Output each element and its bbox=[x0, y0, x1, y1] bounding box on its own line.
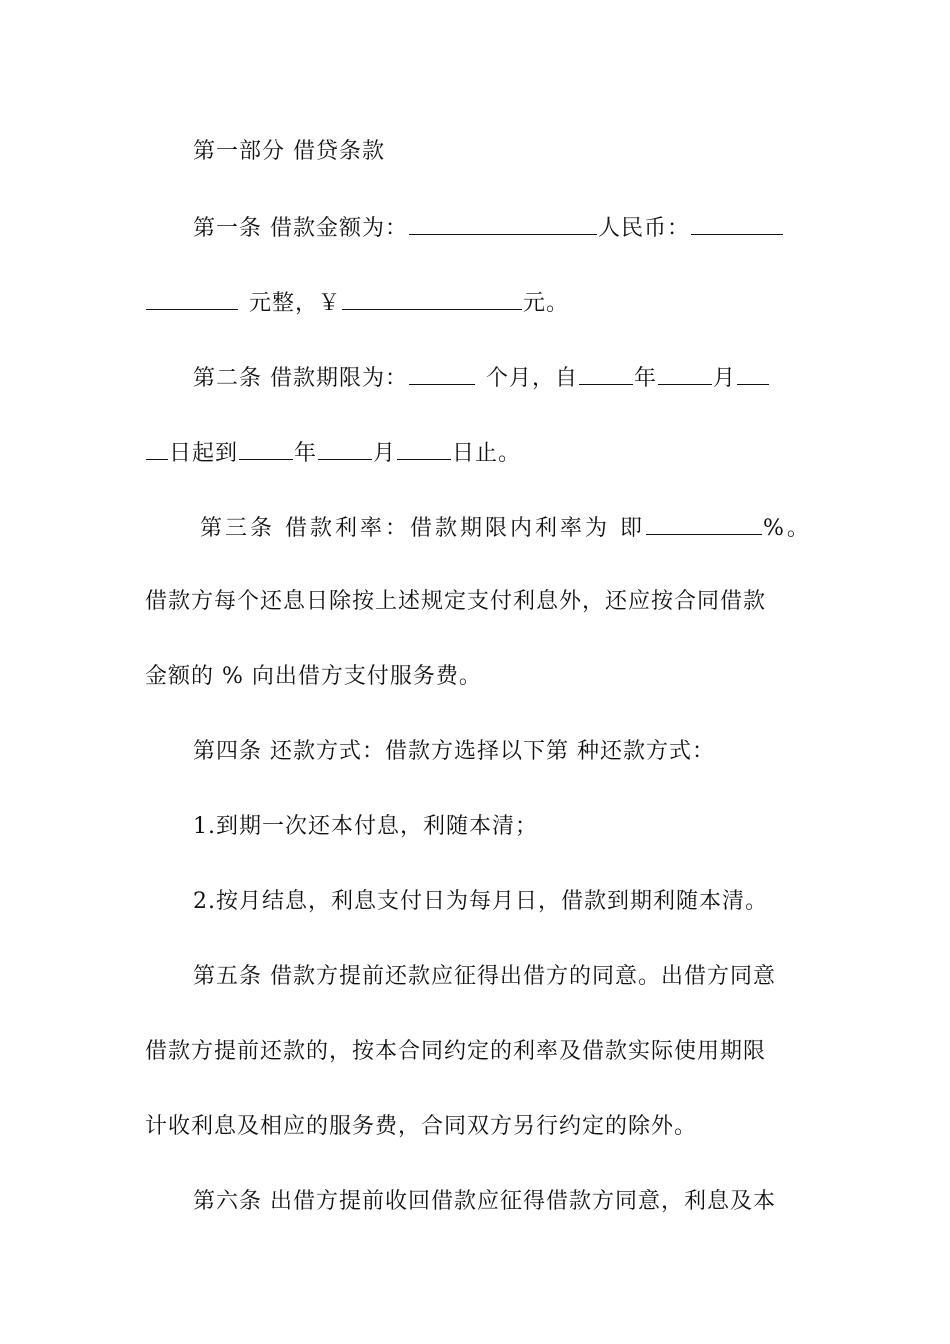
yuan-end-label: 元。 bbox=[523, 291, 570, 316]
start-day-blank-1[interactable] bbox=[737, 362, 769, 385]
end-year-blank[interactable] bbox=[239, 437, 293, 460]
article-2-line-2 bbox=[145, 437, 807, 469]
repayment-option-1: 1.到期一次还本付息，利随本清； bbox=[193, 814, 538, 839]
percent-label: %。 bbox=[763, 516, 812, 541]
article-3-line-3 bbox=[145, 662, 807, 692]
year-label: 年 bbox=[634, 366, 658, 391]
section-heading-text: 第一部分 借贷条款 bbox=[193, 139, 385, 164]
end-month-blank[interactable] bbox=[318, 437, 372, 460]
article-2-label: 第二条 借款期限为： bbox=[193, 366, 408, 391]
month-label: 月 bbox=[373, 441, 397, 466]
article-3-line-2 bbox=[145, 587, 807, 617]
article-5-text-2: 借款方提前还款的，按本合同约定的利率及借款实际使用期限 bbox=[145, 1039, 767, 1064]
article-5-line-2 bbox=[145, 1037, 807, 1067]
rmb-amount-blank-1[interactable] bbox=[691, 212, 783, 235]
day-start-label: 日起到 bbox=[169, 441, 239, 466]
article-4-text: 第四条 还款方式：借款方选择以下第 种还款方式： bbox=[193, 739, 715, 764]
article-5-line-1 bbox=[193, 962, 807, 992]
article-1-line-2 bbox=[145, 287, 807, 319]
article-4-option-2 bbox=[193, 887, 807, 917]
day-end-label: 日止。 bbox=[452, 441, 522, 466]
months-blank[interactable] bbox=[409, 362, 475, 385]
repayment-option-2: 2.按月结息，利息支付日为每月日，借款到期利随本清。 bbox=[193, 889, 768, 914]
start-month-blank[interactable] bbox=[658, 362, 712, 385]
interest-rate-blank[interactable] bbox=[646, 512, 762, 535]
loan-amount-blank[interactable] bbox=[409, 212, 597, 235]
article-3-text-3: 金额的 % 向出借方支付服务费。 bbox=[145, 664, 482, 689]
article-2-line-1 bbox=[193, 362, 807, 394]
article-1-line-1 bbox=[193, 212, 807, 244]
rmb-amount-blank-2[interactable] bbox=[146, 287, 238, 310]
article-4-line-1 bbox=[193, 737, 807, 767]
article-1-label: 第一条 借款金额为： bbox=[193, 216, 408, 241]
yen-amount-blank[interactable] bbox=[342, 287, 522, 310]
article-3-label: 第三条 借款利率：借款期限内利率为 即 bbox=[200, 516, 645, 541]
yuan-yen-label: 元整，￥ bbox=[249, 291, 342, 316]
start-day-blank-2[interactable] bbox=[146, 437, 168, 460]
months-from-label: 个月，自 bbox=[486, 366, 579, 391]
year-label: 年 bbox=[294, 441, 318, 466]
article-5-text-1: 第五条 借款方提前还款应征得出借方的同意。出借方同意 bbox=[193, 964, 776, 989]
article-5-text-3: 计收利息及相应的服务费，合同双方另行约定的除外。 bbox=[145, 1114, 698, 1139]
start-year-blank[interactable] bbox=[579, 362, 633, 385]
rmb-label: 人民币： bbox=[598, 216, 691, 241]
article-4-option-1 bbox=[193, 812, 807, 842]
article-3-line-1 bbox=[200, 512, 812, 544]
end-day-blank[interactable] bbox=[397, 437, 451, 460]
section-heading bbox=[193, 137, 807, 167]
month-label: 月 bbox=[713, 366, 737, 391]
article-6-text-1: 第六条 出借方提前收回借款应征得借款方同意，利息及本 bbox=[193, 1189, 776, 1214]
article-6-line-1 bbox=[193, 1187, 807, 1217]
article-3-text-2: 借款方每个还息日除按上述规定支付利息外，还应按合同借款 bbox=[145, 589, 767, 614]
article-5-line-3 bbox=[145, 1112, 807, 1142]
